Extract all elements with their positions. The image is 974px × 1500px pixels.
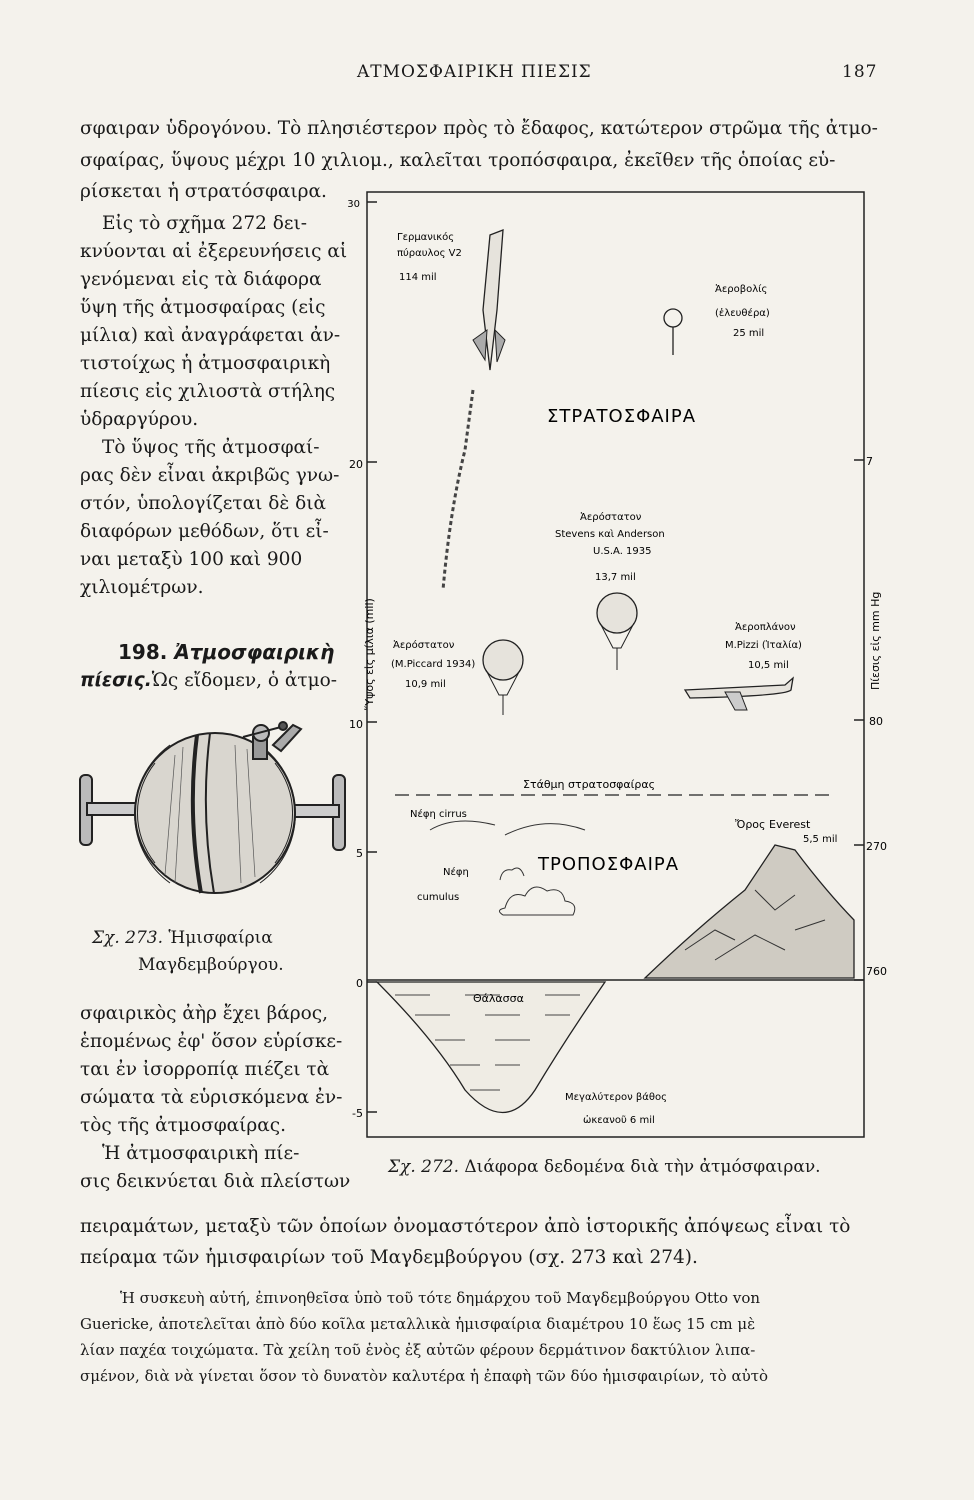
sonde-label-2: (ἐλευθέρα): [715, 308, 770, 319]
left-line: τιστοίχως ἡ ἀτμοσφαιρικὴ: [80, 353, 331, 374]
fig273-caption: [92, 928, 273, 948]
left-line: Εἰς τὸ σχῆμα 272 δει-: [102, 213, 307, 234]
left-tick-5: 5: [356, 847, 363, 860]
page-number: 187: [842, 62, 878, 82]
fig272-caption-label: Σχ. 272.: [388, 1157, 459, 1177]
stratopause-label: Στάθμη στρατοσφαίρας: [523, 778, 656, 791]
left-line: σις δεικνύεται διὰ πλείστων: [80, 1171, 351, 1192]
section-title-2: πίεσις.: [80, 670, 152, 691]
small-line: Ἡ συσκευὴ αὐτή, ἐπινοηθεῖσα ὑπὸ τοῦ τότε δημάρχου τοῦ Μαγδεμβούργου Otto von: [120, 1289, 761, 1307]
fig273-caption-label: Σχ. 273.: [92, 928, 163, 948]
left-tick-10: 10: [349, 718, 363, 731]
bottom-line-2: πείραμα τῶν ἡμισφαιρίων τοῦ Μαγδεμβούργου (σχ. 273 καὶ 274).: [80, 1247, 698, 1268]
rocket-label-1: Γερμανικός: [397, 232, 455, 243]
right-tick-80: 80: [869, 715, 883, 728]
left-line: Τὸ ὕψος τῆς ἀτμοσφαί-: [102, 437, 320, 458]
right-tick-270: 270: [866, 840, 887, 853]
running-header: ΑΤΜΟΣΦΑΙΡΙΚΗ ΠΙΕΣΙΣ: [357, 62, 592, 82]
cirrus-clouds: [430, 821, 585, 835]
piccard-label-2: (M.Piccard 1934): [391, 659, 476, 670]
left-tick-20: 20: [349, 458, 363, 471]
section-title: Ἀτμοσφαιρικὴ: [174, 640, 335, 664]
fig272-caption: [388, 1157, 821, 1177]
left-line: πίεσις εἰς χιλιοστὰ στήλης: [80, 381, 336, 402]
right-tick-7: 7: [866, 455, 873, 468]
cumulus-label-2: cumulus: [417, 892, 460, 903]
troposphere-label: ΤΡΟΠΟΣΦΑΙΡΑ: [538, 854, 680, 875]
left-line: ται ἐν ἰσορροπίᾳ πιέζει τὰ: [80, 1059, 330, 1080]
fig273-caption-line1: Ἡμισφαίρια: [168, 928, 273, 948]
magdeburg-hemispheres-figure: [75, 715, 355, 925]
cumulus-label-1: Νέφη: [443, 867, 469, 878]
left-line: ὑδραργύρου.: [80, 409, 199, 430]
section-number: 198.: [118, 640, 168, 664]
anderson-balloon: [597, 593, 637, 633]
small-line: σμένον, διὰ νὰ γίνεται ὅσον τὸ δυνατὸν καλυτέρα ἡ ἐπαφὴ τῶν δύο ἡμισφαιρίων, τὸ αὐτὸ: [80, 1367, 769, 1385]
anderson-label-2: Stevens καὶ Anderson: [555, 529, 665, 540]
sonde-balloon: [664, 309, 682, 327]
everest-label-2: 5,5 mil: [803, 834, 838, 845]
left-line: ρας δὲν εἶναι ἀκριβῶς γνω-: [80, 465, 340, 486]
left-line: σώματα τὰ εὑρισκόμενα ἐν-: [80, 1087, 343, 1108]
right-axis-title: Πίεσις εἰς mm Hg: [869, 591, 882, 690]
left-line: γενόμεναι εἰς τὰ διάφορα: [80, 269, 322, 290]
fig272-caption-text: Διάφορα δεδομένα διὰ τὴν ἀτμόσφαιραν.: [464, 1157, 821, 1177]
intro-line-2: σφαίρας, ὕψους μέχρι 10 χιλιομ., καλεῖται τροπόσφαιρα, ἐκεῖθεν τῆς ὁποίας εὑ-: [80, 150, 836, 171]
sonde-label-1: Ἀεροβολίς: [715, 284, 768, 295]
depth-label-1: Μεγαλύτερον βάθος: [565, 1092, 667, 1103]
left-line: ἑπομένως ἐφ' ὅσον εὑρίσκε-: [80, 1031, 343, 1052]
airplane-label-2: M.Pizzi (Ἰταλία): [725, 640, 802, 651]
left-tick-30: 30: [347, 199, 360, 210]
right-tick-760: 760: [866, 965, 887, 978]
left-column-text-2: [80, 1000, 370, 1196]
left-tick-neg5: -5: [352, 1107, 363, 1120]
left-line: σφαιρικὸς ἀὴρ ἔχει βάρος,: [80, 1003, 329, 1024]
airplane-label-1: Ἀεροπλάνον: [735, 622, 796, 633]
left-line: μίλια) καὶ ἀναγράφεται ἀν-: [80, 325, 341, 346]
anderson-label-4: 13,7 mil: [595, 572, 636, 583]
left-line: ναι μεταξὺ 100 καὶ 900: [80, 549, 303, 570]
atmosphere-diagram: [347, 190, 890, 1150]
small-line: λίαν παχέα τοιχώματα. Τὰ χείλη τοῦ ἑνὸς ἐξ αὐτῶν φέρουν δερμάτινον δακτύλιον λιπα-: [80, 1341, 756, 1359]
rocket-label-2: πύραυλος V2: [397, 248, 462, 259]
left-line: Ἡ ἀτμοσφαιρικὴ πίε-: [102, 1143, 300, 1164]
cumulus-clouds: [499, 887, 574, 915]
bottom-line-1: πειραμάτων, μεταξὺ τῶν ὁποίων ὀνομαστότερον ἀπὸ ἱστορικῆς ἀπόψεως εἶναι τὸ: [80, 1216, 851, 1237]
fig273-caption-line2: Μαγδεμβούργου.: [138, 955, 284, 975]
left-column-text: [80, 210, 355, 602]
piccard-balloon: [483, 640, 523, 680]
anderson-label-3: U.S.A. 1935: [593, 546, 652, 557]
rocket-trail: [443, 390, 473, 590]
sea-label: Θάλασσα: [473, 992, 524, 1005]
left-line: στόν, ὑπολογίζεται δὲ διὰ: [80, 493, 327, 514]
depth-label-2: ὠκεανοῦ 6 mil: [583, 1115, 655, 1126]
section-heading: [118, 640, 334, 664]
piccard-label-3: 10,9 mil: [405, 679, 446, 690]
left-line: χιλιομέτρων.: [80, 577, 204, 598]
left-tick-0: 0: [356, 977, 363, 990]
rocket-label-3: 114 mil: [399, 272, 437, 283]
left-line: τὸς τῆς ἀτμοσφαίρας.: [80, 1115, 287, 1136]
piccard-label-1: Ἀερόστατον: [393, 640, 455, 651]
sonde-label-3: 25 mil: [733, 328, 765, 339]
stratosphere-label: ΣΤΡΑΤΟΣΦΑΙΡΑ: [547, 406, 697, 427]
cirrus-label: Νέφη cirrus: [410, 809, 467, 820]
left-axis-title: Ὕψος εἰς μίλια (mil): [363, 598, 376, 710]
section-continuation: Ὡς εἴδομεν, ὁ ἀτμο-: [151, 670, 337, 691]
anderson-label-1: Ἀερόστατον: [580, 512, 642, 523]
intro-line-1: σφαιραν ὑδρογόνου. Τὸ πλησιέστερον πρὸς τὸ ἔδαφος, κατώτερον στρῶμα τῆς ἀτμο-: [80, 118, 878, 139]
everest-label-1: Ὄρος Everest: [735, 818, 811, 831]
left-line: ὕψη τῆς ἀτμοσφαίρας (εἰς: [80, 297, 326, 318]
intro-line-3: ρίσκεται ἡ στρατόσφαιρα.: [80, 181, 327, 202]
airplane-label-3: 10,5 mil: [748, 660, 789, 671]
left-line: κνύονται αἱ ἐξερευνήσεις αἱ: [80, 241, 348, 262]
left-line: διαφόρων μεθόδων, ὅτι εἶ-: [80, 521, 329, 542]
section-heading-line2: [80, 670, 337, 691]
small-line: Guericke, ἀποτελεῖται ἀπὸ δύο κοῖλα μεταλλικὰ ἡμισφαίρια διαμέτρου 10 ἕως 15 cm μὲ: [80, 1315, 756, 1333]
small-print-paragraph: [80, 1285, 768, 1389]
